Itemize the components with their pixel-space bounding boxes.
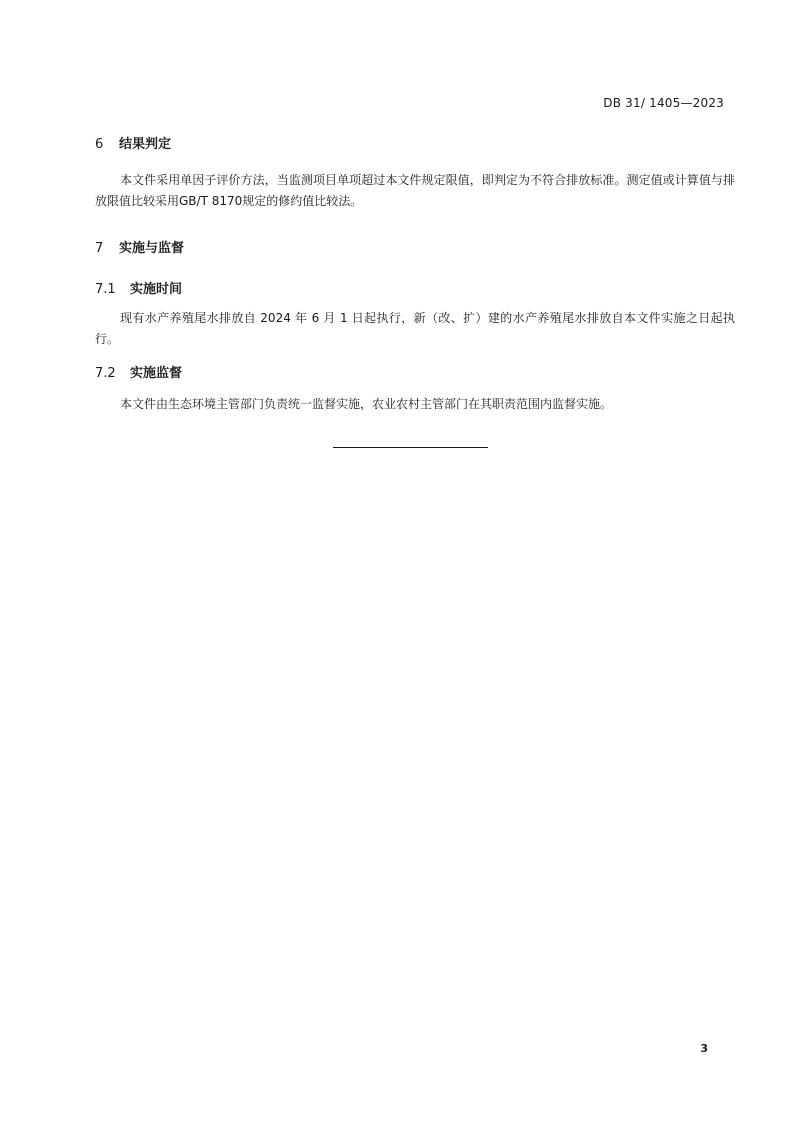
section-title: 实施与监督 [119, 241, 185, 256]
section-heading-7-1 [95, 278, 182, 297]
section-number: 7 [95, 241, 104, 256]
section-heading-6 [95, 133, 171, 152]
section-title: 结果判定 [119, 137, 172, 152]
section-number: 7.1 [95, 282, 116, 297]
section-number: 7.2 [95, 366, 116, 381]
section-7-2-paragraph: 本文件由生态环境主管部门负责统一监督实施，农业农村主管部门在其职责范围内监督实施。 [120, 397, 613, 411]
section-6-paragraph: 本文件采用单因子评价方法，当监测项目单项超过本文件规定限值，即判定为不符合排放标准。测定值或计算值与排放限值比较采用GB/T 8170规定的修约值比较法。 [95, 173, 735, 208]
section-title: 实施时间 [130, 282, 183, 297]
page-number: 3 [700, 1042, 708, 1055]
section-7-1-paragraph: 现有水产养殖尾水排放自 2024 年 6 月 1 日起执行，新（改、扩）建的水产养殖尾水排放自本文件实施之日起执行。 [95, 311, 735, 346]
section-number: 6 [95, 137, 104, 152]
section-title: 实施监督 [130, 366, 183, 381]
end-of-document-rule [333, 447, 488, 448]
section-heading-7 [95, 237, 184, 256]
document-code: DB 31/ 1405—2023 [603, 96, 724, 110]
section-heading-7-2 [95, 362, 182, 381]
